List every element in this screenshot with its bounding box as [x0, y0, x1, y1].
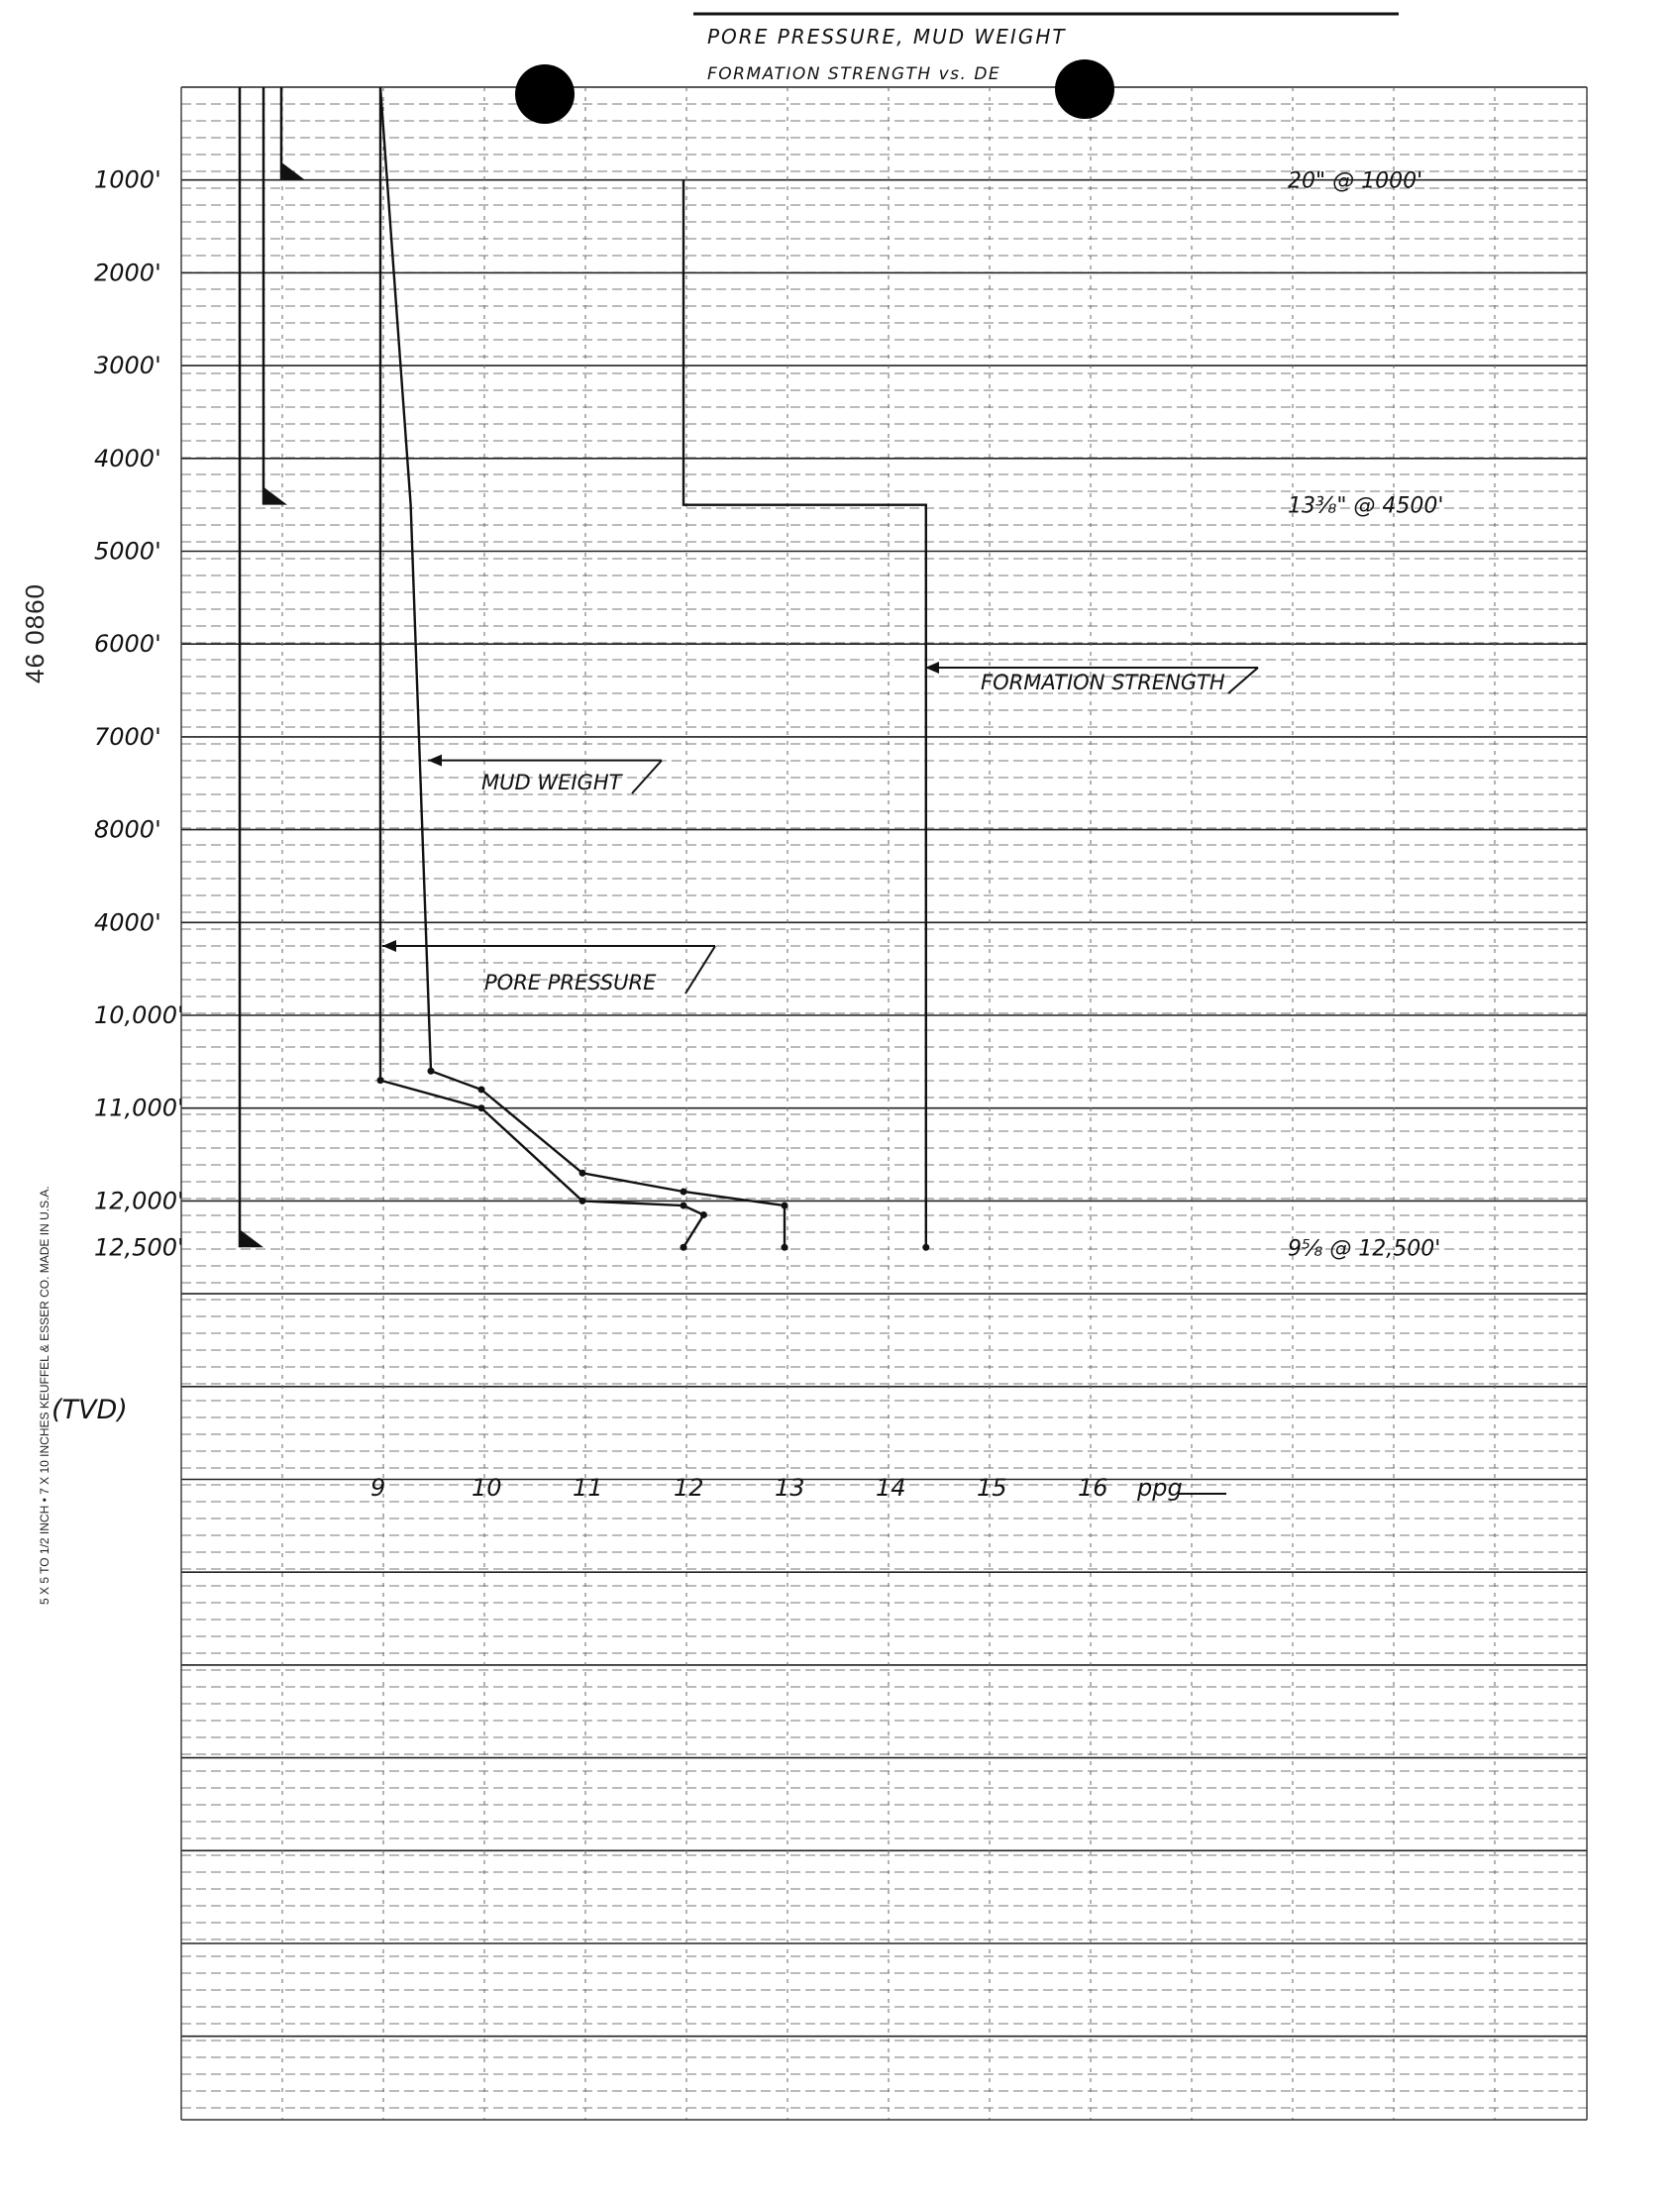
y-tick-label: 12,500' — [94, 1233, 184, 1262]
data-point — [579, 1198, 586, 1204]
annotation-label: FORMATION STRENGTH — [981, 671, 1225, 694]
annotation-label: MUD WEIGHT — [481, 771, 622, 794]
y-tick-label: 11,000' — [94, 1094, 184, 1122]
data-point — [700, 1211, 707, 1218]
casing-shoe — [263, 487, 287, 505]
y-tick-label: 10,000' — [94, 1001, 184, 1029]
x-axis-unit-label: ppg — [1137, 1474, 1183, 1502]
data-point — [681, 1244, 687, 1251]
data-point — [478, 1104, 485, 1111]
casing-label: 20" @ 1000' — [1288, 168, 1423, 194]
x-tick-label: 13 — [775, 1474, 805, 1502]
data-point — [681, 1189, 687, 1196]
data-point — [782, 1203, 788, 1209]
annotation-leader — [685, 946, 715, 994]
data-point — [428, 1068, 435, 1075]
x-tick-label: 14 — [876, 1474, 906, 1502]
x-tick-label: 16 — [1078, 1474, 1108, 1502]
data-point — [681, 1203, 687, 1209]
annotation-leader — [1228, 668, 1258, 693]
x-tick-label: 10 — [472, 1474, 502, 1502]
punch-hole-right — [1055, 59, 1114, 119]
series-lines — [377, 87, 930, 1251]
casing-label: 9⅝ @ 12,500' — [1288, 1236, 1441, 1262]
y-tick-label: 4000' — [94, 444, 161, 472]
x-tick-labels — [370, 1474, 1108, 1502]
y-tick-label: 4000' — [94, 908, 161, 937]
paper-manufacturer-mark: 5 X 5 TO 1/2 INCH • 7 X 10 INCHES KEUFFEL & ESSER CO. MADE IN U.S.A. — [38, 1186, 52, 1605]
x-tick-label: 11 — [573, 1474, 603, 1502]
y-tick-label: 12,000' — [94, 1187, 184, 1215]
casing-label: 13⅜" @ 4500' — [1288, 493, 1444, 519]
data-point — [782, 1244, 788, 1251]
x-tick-label: 15 — [977, 1474, 1007, 1502]
annotation-arrow-head — [925, 662, 939, 674]
chart-number: 46 0860 — [20, 583, 50, 683]
annotation-arrow-head — [382, 940, 396, 952]
y-tick-label: 8000' — [94, 815, 161, 844]
chart-title-line2: FORMATION STRENGTH vs. DE — [707, 64, 1001, 84]
punch-hole-left — [515, 64, 575, 124]
chart-title-line1: PORE PRESSURE, MUD WEIGHT — [707, 25, 1067, 49]
data-point — [922, 1244, 929, 1251]
y-tick-label: 6000' — [94, 630, 161, 659]
y-tick-label: 2000' — [94, 259, 161, 287]
series-line — [380, 87, 785, 1247]
y-tick-labels — [94, 166, 184, 1262]
y-tick-label: 5000' — [94, 537, 161, 566]
casing-strings — [240, 87, 1443, 1261]
data-point — [377, 1077, 384, 1084]
annotation-label: PORE PRESSURE — [484, 971, 657, 994]
y-tick-label: 3000' — [94, 352, 161, 380]
y-tick-label: 7000' — [94, 722, 161, 751]
grid — [181, 87, 1587, 2120]
annotation-leader — [632, 761, 662, 793]
x-tick-label: 9 — [370, 1474, 386, 1502]
data-point — [579, 1170, 586, 1177]
y-axis-label: (TVD) — [52, 1395, 128, 1425]
data-point — [478, 1086, 485, 1093]
x-tick-label: 12 — [674, 1474, 704, 1502]
y-tick-label: 1000' — [94, 165, 161, 194]
annotation-arrow-head — [428, 755, 442, 767]
